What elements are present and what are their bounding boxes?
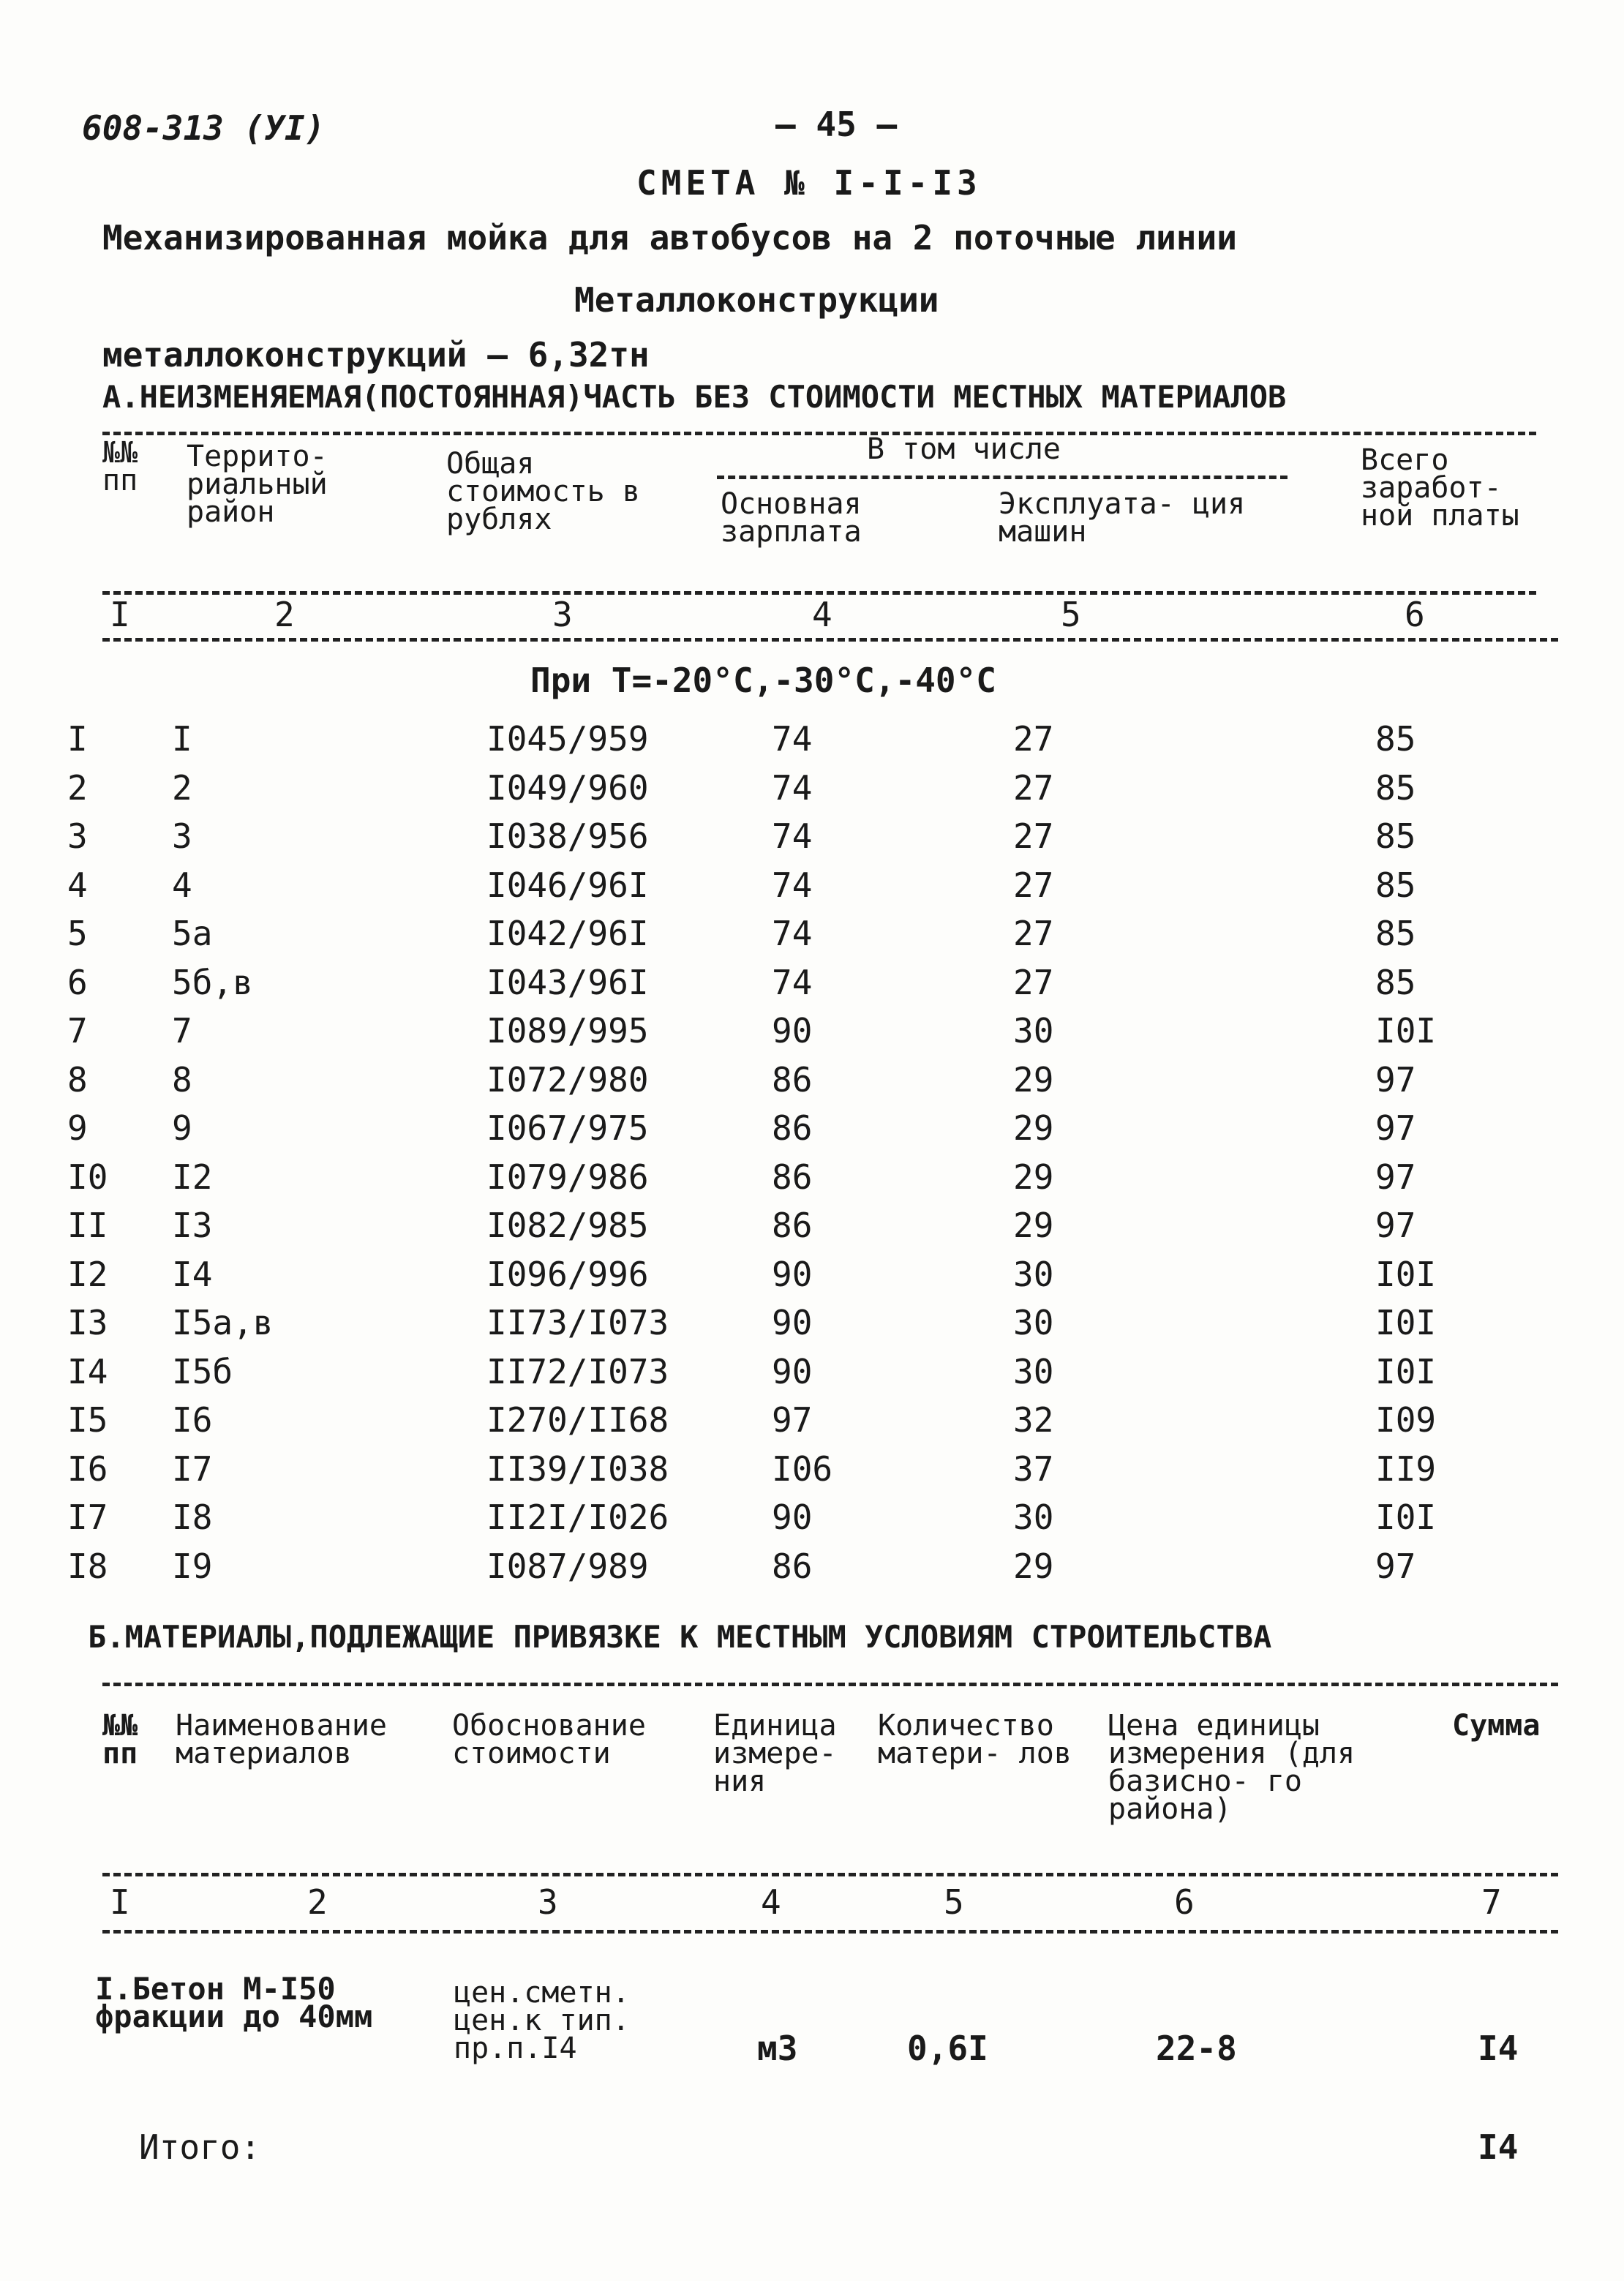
table-row bbox=[0, 1448, 1624, 1496]
index-cell: 4 bbox=[812, 595, 832, 634]
total-wages-cell: I0I bbox=[1375, 1303, 1437, 1342]
base-wages-cell: 86 bbox=[772, 1157, 813, 1197]
page-title: СМЕТА № I-I-I3 bbox=[636, 163, 982, 203]
base-wages-cell: 74 bbox=[772, 719, 813, 759]
total-cost-cell: I067/975 bbox=[486, 1108, 649, 1148]
total-wages-cell: II9 bbox=[1375, 1448, 1437, 1489]
total-cost-cell: I043/96I bbox=[486, 962, 649, 1002]
region-cell: I7 bbox=[172, 1448, 213, 1489]
b-item-price: 22-8 bbox=[1156, 2029, 1237, 2068]
total-wages-cell: 85 bbox=[1375, 962, 1416, 1002]
table-row bbox=[0, 1256, 1624, 1301]
machine-cost-cell: 37 bbox=[1013, 1448, 1054, 1489]
total-wages-cell: I09 bbox=[1375, 1400, 1437, 1440]
base-wages-cell: 97 bbox=[772, 1400, 813, 1440]
total-wages-cell: 85 bbox=[1375, 767, 1416, 808]
subtitle: Механизированная мойка для автобусов на 2 поточные линии bbox=[102, 218, 1237, 258]
machine-cost-cell: 32 bbox=[1013, 1400, 1054, 1440]
base-wages-cell: 90 bbox=[772, 1254, 813, 1294]
total-wages-cell: I0I bbox=[1375, 1011, 1437, 1051]
b-item-sum: I4 bbox=[1478, 2029, 1519, 2068]
b-col-sum-header: Сумма bbox=[1452, 1709, 1541, 1743]
b-col-basis-header: Обоснование стоимости bbox=[452, 1709, 646, 1770]
group-header: В том числе bbox=[867, 432, 1061, 466]
index-cell: 3 bbox=[552, 595, 573, 634]
b-col-unit-header: Единица измере- ния bbox=[713, 1709, 837, 1798]
total-wages-cell: 85 bbox=[1375, 865, 1416, 905]
table-row bbox=[0, 1499, 1624, 1544]
table-row bbox=[0, 915, 1624, 961]
region-cell: 7 bbox=[172, 1011, 192, 1051]
region-cell: I5а,в bbox=[172, 1303, 274, 1342]
base-wages-cell: I06 bbox=[772, 1448, 833, 1489]
total-cost-cell: I270/II68 bbox=[486, 1400, 669, 1440]
region-cell: 2 bbox=[172, 767, 192, 808]
row-number-cell: I8 bbox=[67, 1546, 108, 1586]
region-cell: 4 bbox=[172, 865, 192, 905]
total-cost-cell: I072/980 bbox=[486, 1059, 649, 1100]
note: металлоконструкций – 6,32тн bbox=[102, 335, 650, 375]
table-row bbox=[0, 1012, 1624, 1058]
total-cost-cell: I049/960 bbox=[486, 767, 649, 808]
machine-cost-cell: 27 bbox=[1013, 816, 1054, 856]
b-index-cell: 6 bbox=[1174, 1882, 1195, 1922]
table-row bbox=[0, 1353, 1624, 1399]
col-wages-header: Основная зарплата bbox=[721, 487, 862, 549]
base-wages-cell: 86 bbox=[772, 1108, 813, 1148]
total-wages-cell: 97 bbox=[1375, 1157, 1416, 1197]
row-number-cell: I3 bbox=[67, 1303, 108, 1342]
region-cell: I5б bbox=[172, 1351, 233, 1391]
total-wages-cell: 97 bbox=[1375, 1546, 1416, 1586]
machine-cost-cell: 27 bbox=[1013, 914, 1054, 953]
row-number-cell: I6 bbox=[67, 1448, 108, 1489]
region-cell: 5а bbox=[172, 914, 213, 953]
temperature-caption: При Т=-20°С,-30°С,-40°С bbox=[530, 661, 996, 700]
index-cell: 6 bbox=[1405, 595, 1425, 634]
index-cell: 2 bbox=[274, 595, 295, 634]
base-wages-cell: 86 bbox=[772, 1546, 813, 1586]
total-wages-cell: 85 bbox=[1375, 719, 1416, 759]
row-number-cell: 6 bbox=[67, 962, 88, 1002]
rule bbox=[102, 638, 1558, 642]
row-number-cell: 4 bbox=[67, 865, 88, 905]
row-number-cell: II bbox=[67, 1206, 108, 1245]
total-cost-cell: I045/959 bbox=[486, 719, 649, 759]
machine-cost-cell: 30 bbox=[1013, 1011, 1054, 1051]
index-cell: I bbox=[110, 595, 130, 634]
total-wages-cell: I0I bbox=[1375, 1254, 1437, 1294]
total-wages-cell: I0I bbox=[1375, 1351, 1437, 1391]
total-wages-cell: 85 bbox=[1375, 816, 1416, 856]
table-row bbox=[0, 721, 1624, 766]
section-name: Металлоконструкции bbox=[574, 280, 939, 320]
b-col-num-header: №№ пп bbox=[102, 1709, 138, 1770]
region-cell: 3 bbox=[172, 816, 192, 856]
col-num-header: №№ пп bbox=[102, 436, 138, 497]
machine-cost-cell: 27 bbox=[1013, 865, 1054, 905]
b-col-name-header: Наименование материалов bbox=[176, 1709, 387, 1770]
region-cell: I8 bbox=[172, 1498, 213, 1537]
row-number-cell: 7 bbox=[67, 1011, 88, 1051]
table-row bbox=[0, 767, 1624, 815]
region-cell: I2 bbox=[172, 1157, 213, 1197]
total-cost-cell: II72/I073 bbox=[486, 1351, 669, 1391]
table-row bbox=[0, 1110, 1624, 1155]
b-col-qty-header: Количество матери- лов bbox=[878, 1709, 1072, 1770]
b-index-cell: 7 bbox=[1481, 1882, 1502, 1922]
region-cell: 8 bbox=[172, 1059, 192, 1100]
table-row bbox=[0, 1207, 1624, 1252]
rule bbox=[717, 476, 1287, 479]
total-wages-cell: 97 bbox=[1375, 1059, 1416, 1100]
col-machines-header: Эксплуата- ция машин bbox=[999, 487, 1246, 549]
region-cell: 5б,в bbox=[172, 962, 253, 1002]
b-index-cell: 3 bbox=[538, 1882, 558, 1922]
machine-cost-cell: 30 bbox=[1013, 1498, 1054, 1537]
machine-cost-cell: 27 bbox=[1013, 962, 1054, 1002]
b-index-cell: 5 bbox=[944, 1882, 964, 1922]
row-number-cell: 9 bbox=[67, 1108, 88, 1148]
total-cost-cell: I087/989 bbox=[486, 1546, 649, 1586]
base-wages-cell: 90 bbox=[772, 1011, 813, 1051]
total-label: Итого: bbox=[139, 2127, 261, 2167]
col-total-header: Общая стоимость в рублях bbox=[446, 447, 640, 536]
table-row bbox=[0, 1548, 1624, 1593]
total-cost-cell: I079/986 bbox=[486, 1157, 649, 1197]
base-wages-cell: 74 bbox=[772, 767, 813, 808]
index-cell: 5 bbox=[1061, 595, 1081, 634]
part-b-heading: Б.МАТЕРИАЛЫ,ПОДЛЕЖАЩИЕ ПРИВЯЗКЕ К МЕСТНЫМ УСЛОВИЯМ СТРОИТЕЛЬСТВА bbox=[88, 1619, 1272, 1655]
base-wages-cell: 74 bbox=[772, 816, 813, 856]
total-wages-cell: I0I bbox=[1375, 1498, 1437, 1537]
total-wages-cell: 97 bbox=[1375, 1206, 1416, 1245]
row-number-cell: I5 bbox=[67, 1400, 108, 1440]
b-item-qty: 0,6I bbox=[907, 2029, 988, 2068]
b-index-cell: 4 bbox=[761, 1882, 781, 1922]
row-number-cell: I2 bbox=[67, 1254, 108, 1294]
row-number-cell: 8 bbox=[67, 1059, 88, 1100]
rule bbox=[102, 1873, 1558, 1876]
total-cost-cell: I046/96I bbox=[486, 865, 649, 905]
col-total-wages-header: Всего заработ- ной платы bbox=[1361, 443, 1519, 533]
machine-cost-cell: 29 bbox=[1013, 1108, 1054, 1148]
row-number-cell: I bbox=[67, 719, 88, 759]
table-row bbox=[0, 1159, 1624, 1204]
base-wages-cell: 86 bbox=[772, 1206, 813, 1245]
region-cell: 9 bbox=[172, 1108, 192, 1148]
row-number-cell: 2 bbox=[67, 767, 88, 808]
col-region-header: Террито- риальный район bbox=[187, 440, 328, 529]
total-cost-cell: II2I/I026 bbox=[486, 1498, 669, 1537]
machine-cost-cell: 30 bbox=[1013, 1254, 1054, 1294]
machine-cost-cell: 27 bbox=[1013, 767, 1054, 808]
table-row bbox=[0, 867, 1624, 912]
b-index-cell: 2 bbox=[307, 1882, 328, 1922]
rule bbox=[102, 1683, 1558, 1686]
b-item-name: I.Бетон М-I50 фракции до 40мм bbox=[95, 1971, 373, 2034]
total-cost-cell: I082/985 bbox=[486, 1206, 649, 1245]
total-cost-cell: I089/995 bbox=[486, 1011, 649, 1051]
base-wages-cell: 74 bbox=[772, 865, 813, 905]
total-value: I4 bbox=[1478, 2127, 1519, 2167]
base-wages-cell: 74 bbox=[772, 914, 813, 953]
machine-cost-cell: 29 bbox=[1013, 1157, 1054, 1197]
total-cost-cell: I042/96I bbox=[486, 914, 649, 953]
table-row bbox=[0, 818, 1624, 863]
row-number-cell: I0 bbox=[67, 1157, 108, 1197]
table-row bbox=[0, 1402, 1624, 1447]
base-wages-cell: 86 bbox=[772, 1059, 813, 1100]
table-row bbox=[0, 1304, 1624, 1350]
row-number-cell: I4 bbox=[67, 1351, 108, 1391]
rule bbox=[102, 432, 1536, 435]
page-number: – 45 – bbox=[775, 105, 898, 144]
total-cost-cell: II39/I038 bbox=[486, 1448, 669, 1489]
total-wages-cell: 97 bbox=[1375, 1108, 1416, 1148]
rule bbox=[102, 1930, 1558, 1934]
machine-cost-cell: 27 bbox=[1013, 719, 1054, 759]
b-index-cell: I bbox=[110, 1882, 130, 1922]
row-number-cell: I7 bbox=[67, 1498, 108, 1537]
b-col-price-header: Цена единицы измерения (для базисно- го района) bbox=[1108, 1709, 1356, 1826]
row-number-cell: 5 bbox=[67, 914, 88, 953]
base-wages-cell: 90 bbox=[772, 1351, 813, 1391]
total-cost-cell: I038/956 bbox=[486, 816, 649, 856]
machine-cost-cell: 30 bbox=[1013, 1303, 1054, 1342]
region-cell: I9 bbox=[172, 1546, 213, 1586]
total-wages-cell: 85 bbox=[1375, 914, 1416, 953]
region-cell: I3 bbox=[172, 1206, 213, 1245]
total-cost-cell: I096/996 bbox=[486, 1254, 649, 1294]
b-item-unit: м3 bbox=[757, 2029, 798, 2068]
row-number-cell: 3 bbox=[67, 816, 88, 856]
machine-cost-cell: 29 bbox=[1013, 1206, 1054, 1245]
part-a-heading: А.НЕИЗМЕНЯЕМАЯ(ПОСТОЯННАЯ)ЧАСТЬ БЕЗ СТОИМОСТИ МЕСТНЫХ МАТЕРИАЛОВ bbox=[102, 379, 1287, 415]
total-cost-cell: II73/I073 bbox=[486, 1303, 669, 1342]
b-item-basis: цен.сметн. цен.к тип. пр.п.I4 bbox=[454, 1976, 630, 2065]
table-row bbox=[0, 964, 1624, 1010]
machine-cost-cell: 30 bbox=[1013, 1351, 1054, 1391]
machine-cost-cell: 29 bbox=[1013, 1059, 1054, 1100]
base-wages-cell: 90 bbox=[772, 1303, 813, 1342]
base-wages-cell: 90 bbox=[772, 1498, 813, 1537]
base-wages-cell: 74 bbox=[772, 962, 813, 1002]
machine-cost-cell: 29 bbox=[1013, 1546, 1054, 1586]
region-cell: I bbox=[172, 719, 192, 759]
doc-code: 608-313 (УI) bbox=[82, 108, 326, 148]
table-row bbox=[0, 1061, 1624, 1107]
region-cell: I6 bbox=[172, 1400, 213, 1440]
region-cell: I4 bbox=[172, 1254, 213, 1294]
